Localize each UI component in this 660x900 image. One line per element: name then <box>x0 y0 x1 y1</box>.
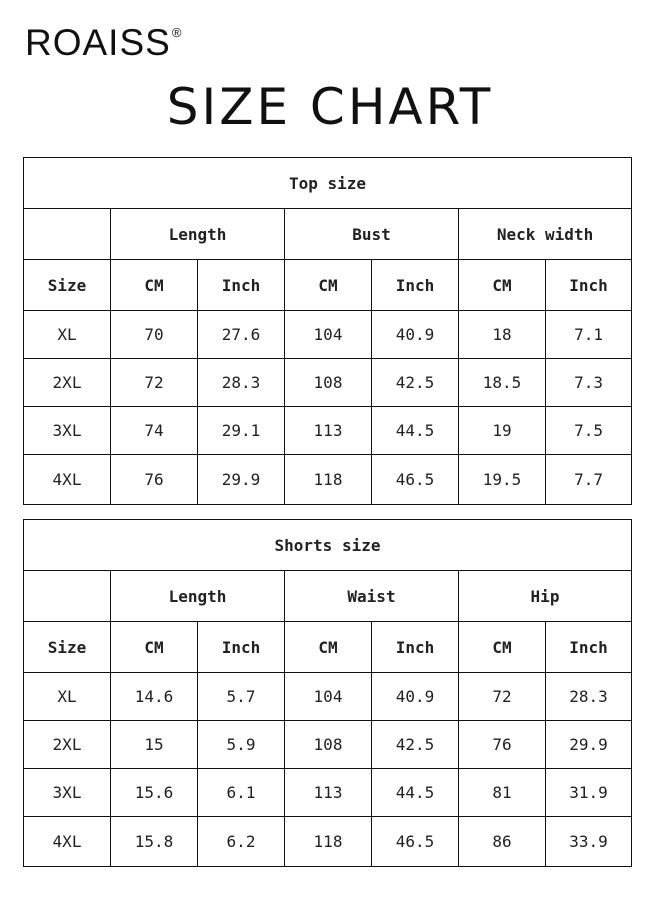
table-cell: 108 <box>285 359 372 407</box>
table-cell: 7.5 <box>546 407 632 455</box>
table-caption-row <box>24 158 632 209</box>
unit-header: CM <box>111 260 198 311</box>
table-row <box>24 769 632 817</box>
group-header: Bust <box>285 209 459 260</box>
table-cell: 19.5 <box>459 455 546 505</box>
brand-name: ROAISS <box>25 22 171 63</box>
table-cell: 72 <box>111 359 198 407</box>
size-cell: 4XL <box>24 455 111 505</box>
table-cell: 46.5 <box>372 817 459 867</box>
table-cell: 76 <box>111 455 198 505</box>
table-cell: 72 <box>459 673 546 721</box>
size-cell: 3XL <box>24 769 111 817</box>
table-cell: 113 <box>285 407 372 455</box>
table-cell: 44.5 <box>372 769 459 817</box>
group-header: Neck width <box>459 209 632 260</box>
shorts-size-table <box>23 519 632 867</box>
size-header: Size <box>24 260 111 311</box>
unit-header-row <box>24 622 632 673</box>
unit-header: Inch <box>546 260 632 311</box>
size-cell: XL <box>24 673 111 721</box>
empty-header-cell <box>24 209 111 260</box>
table-cell: 76 <box>459 721 546 769</box>
table-row <box>24 673 632 721</box>
unit-header: Inch <box>198 622 285 673</box>
table-cell: 40.9 <box>372 673 459 721</box>
table-cell: 44.5 <box>372 407 459 455</box>
table-cell: 104 <box>285 311 372 359</box>
unit-header: Inch <box>372 622 459 673</box>
size-cell: 3XL <box>24 407 111 455</box>
group-header: Length <box>111 209 285 260</box>
table-cell: 28.3 <box>546 673 632 721</box>
table-cell: 5.7 <box>198 673 285 721</box>
size-cell: XL <box>24 311 111 359</box>
table-cell: 31.9 <box>546 769 632 817</box>
unit-header: CM <box>285 260 372 311</box>
table-cell: 7.3 <box>546 359 632 407</box>
table-row <box>24 311 632 359</box>
unit-header: Inch <box>372 260 459 311</box>
group-header-row <box>24 209 632 260</box>
registered-mark: ® <box>171 25 183 40</box>
table-cell: 81 <box>459 769 546 817</box>
table-cell: 104 <box>285 673 372 721</box>
table-cell: 118 <box>285 455 372 505</box>
table-cell: 15.8 <box>111 817 198 867</box>
table-cell: 5.9 <box>198 721 285 769</box>
table-cell: 18 <box>459 311 546 359</box>
table-cell: 86 <box>459 817 546 867</box>
table-cell: 118 <box>285 817 372 867</box>
table-row <box>24 817 632 867</box>
brand-logo <box>25 24 182 61</box>
table-cell: 14.6 <box>111 673 198 721</box>
group-header: Length <box>111 571 285 622</box>
table-cell: 74 <box>111 407 198 455</box>
unit-header: CM <box>459 622 546 673</box>
table-cell: 15 <box>111 721 198 769</box>
group-header: Hip <box>459 571 632 622</box>
table-cell: 108 <box>285 721 372 769</box>
table-caption: Shorts size <box>24 520 632 571</box>
table-cell: 6.1 <box>198 769 285 817</box>
size-cell: 2XL <box>24 721 111 769</box>
table-cell: 42.5 <box>372 359 459 407</box>
table-cell: 29.9 <box>546 721 632 769</box>
table-cell: 7.1 <box>546 311 632 359</box>
table-cell: 40.9 <box>372 311 459 359</box>
unit-header: CM <box>285 622 372 673</box>
top-size-table <box>23 157 632 505</box>
table-cell: 29.1 <box>198 407 285 455</box>
table-cell: 29.9 <box>198 455 285 505</box>
group-header: Waist <box>285 571 459 622</box>
table-cell: 46.5 <box>372 455 459 505</box>
table-row <box>24 359 632 407</box>
table-cell: 6.2 <box>198 817 285 867</box>
table-caption-row <box>24 520 632 571</box>
unit-header: Inch <box>198 260 285 311</box>
table-cell: 19 <box>459 407 546 455</box>
empty-header-cell <box>24 571 111 622</box>
table-cell: 28.3 <box>198 359 285 407</box>
size-cell: 2XL <box>24 359 111 407</box>
size-header: Size <box>24 622 111 673</box>
unit-header: Inch <box>546 622 632 673</box>
table-cell: 27.6 <box>198 311 285 359</box>
page-title: SIZE CHART <box>166 78 494 136</box>
group-header-row <box>24 571 632 622</box>
table-cell: 18.5 <box>459 359 546 407</box>
table-cell: 33.9 <box>546 817 632 867</box>
table-row <box>24 455 632 505</box>
table-cell: 113 <box>285 769 372 817</box>
table-row <box>24 407 632 455</box>
table-cell: 15.6 <box>111 769 198 817</box>
table-cell: 42.5 <box>372 721 459 769</box>
table-row <box>24 721 632 769</box>
unit-header: CM <box>111 622 198 673</box>
size-cell: 4XL <box>24 817 111 867</box>
table-cell: 70 <box>111 311 198 359</box>
unit-header: CM <box>459 260 546 311</box>
table-cell: 7.7 <box>546 455 632 505</box>
unit-header-row <box>24 260 632 311</box>
table-caption: Top size <box>24 158 632 209</box>
